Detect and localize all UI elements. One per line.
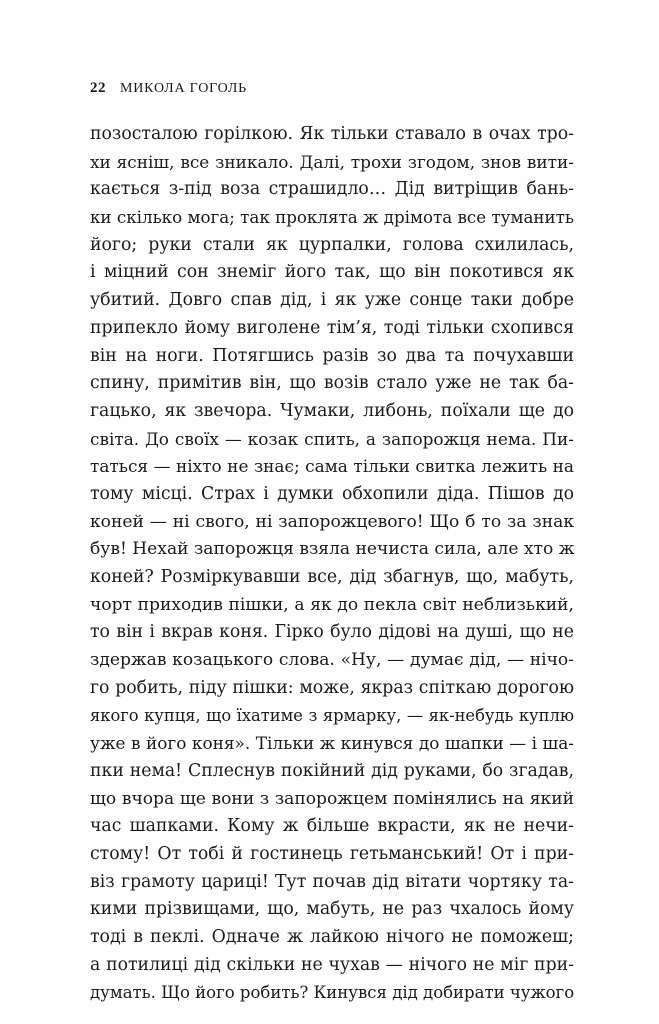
text-line: то він і вкрав коня. Гірко було дідові на душі, що не <box>90 622 574 643</box>
text-line: віз грамоту цариці! Тут почав дід вітати чортяку та- <box>90 871 574 892</box>
text-line: і міцний сон знеміг його так, що він покотився як <box>90 262 574 283</box>
text-line: а потилиці дід скільки не чухав — нічого не міг при- <box>90 954 574 975</box>
text-line: здержав козацького слова. «Ну, — думає дід, — нічо- <box>90 650 574 671</box>
text-line: коней — ні свого, ні запорожцевого! Що б то за знак <box>90 511 574 532</box>
text-line: го робить, піду пішки: може, якраз спіткаю дорогою <box>90 677 574 698</box>
text-line: таться — ніхто не знає; сама тільки свитка лежить на <box>90 456 574 477</box>
text-line: тоді в пеклі. Одначе ж лайкою нічого не поможеш; <box>90 926 574 947</box>
text-line: стому! От тобі й гостинець гетьманський! От і при- <box>90 843 574 864</box>
running-head <box>90 80 247 100</box>
text-line: хи ясніш, все зникало. Далі, трохи згодом, знов вити- <box>90 151 574 172</box>
text-line: уже в його коня». Тільки ж кинувся до шапки — і ша- <box>90 733 574 754</box>
text-line: світа. До своїх — козак спить, а запорожця нема. Пи- <box>90 428 574 449</box>
text-line: думать. Що його робить? Кинувся дід добирати чужого <box>90 983 575 1003</box>
text-line: його; руки стали як цурпалки, голова схилилась, <box>90 234 574 255</box>
text-line: позосталою горілкою. Як тільки ставало в очах тро- <box>90 124 574 144</box>
text-line: кими прізвищами, що, мабуть, не раз чхалось йому <box>90 899 574 920</box>
text-line: коней? Розміркувавши все, дід збагнув, що, мабуть, <box>90 567 574 587</box>
text-line: убитий. Довго спав дід, і як уже сонце таки добре <box>90 290 574 311</box>
text-line: час шапками. Кому ж більше вкрасти, як не нечи- <box>90 816 574 837</box>
author-name: МИКОЛА ГОГОЛЬ <box>120 81 248 96</box>
text-line: кається з-під воза страшидло… Дід витріщив бань- <box>90 179 574 200</box>
text-line: гацько, як звечора. Чумаки, либонь, поїхали ще до <box>90 400 574 421</box>
page-number: 22 <box>90 80 106 96</box>
text-line: ки скілько мога; так проклята ж дрімота все туманить <box>90 207 574 228</box>
text-line: припекло йому виголене тім’я, тоді тільки схопився <box>90 317 574 338</box>
text-line: був! Нехай запорожця взяла нечиста сила, але хто ж <box>90 539 575 560</box>
text-line: що вчора ще вони з запорожцем помінялись на який <box>90 788 574 809</box>
text-line: спину, примітив він, що возів стало уже не так ба- <box>90 373 574 394</box>
text-line: пки нема! Сплеснув покійний дід руками, бо згадав, <box>90 760 574 781</box>
text-line: тому місці. Страх і думки обхопили діда. Пішов до <box>90 483 574 504</box>
body-text <box>90 121 574 1007</box>
text-line: якого купця, що їхатиме з ярмарку, — як-небудь куплю <box>90 706 574 726</box>
text-line: він на ноги. Потягшись разів зо два та почухавши <box>90 345 574 366</box>
text-line: чорт приходив пішки, а як до пекла світ неблизький, <box>90 594 574 615</box>
